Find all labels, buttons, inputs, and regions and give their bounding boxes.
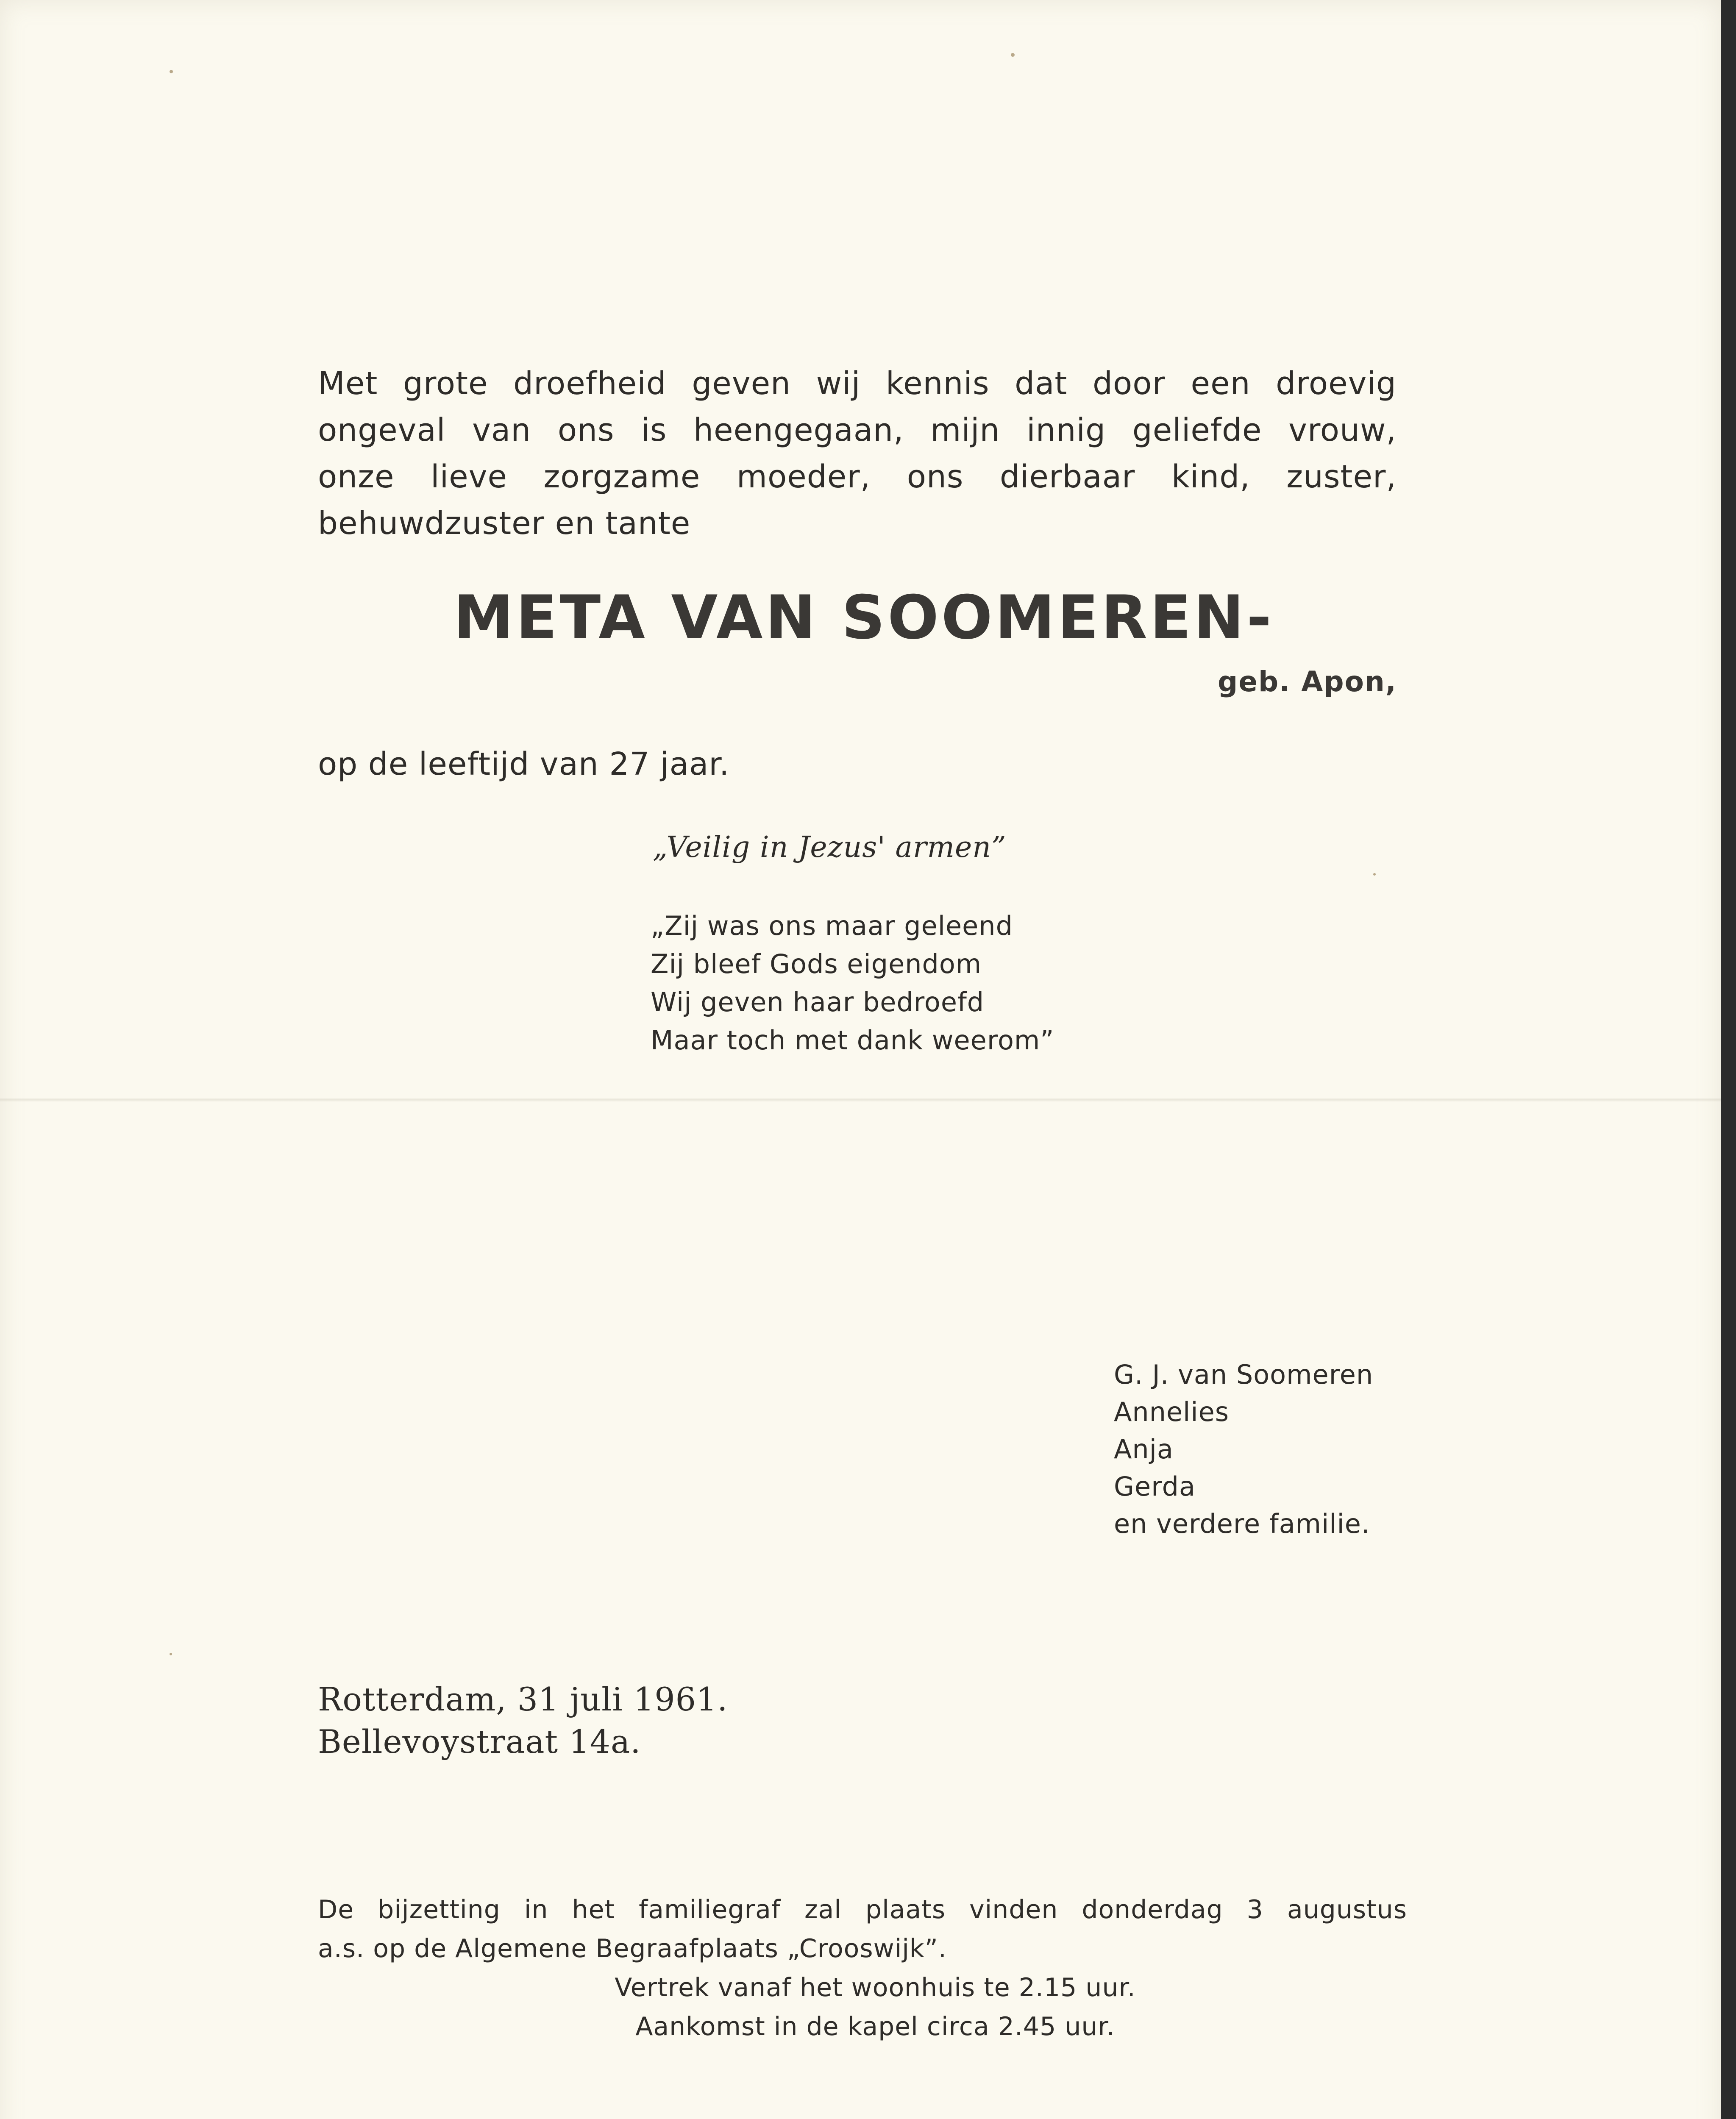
intro-line: ongeval van ons is heengegaan, mijn innig geliefde vrouw, <box>318 412 1397 448</box>
paper-speck <box>1373 873 1376 876</box>
motto: „Veilig in Jezus' armen” <box>653 831 1007 864</box>
family-member: en verdere familie. <box>1114 1508 1370 1539</box>
deceased-name: META VAN SOOMEREN- <box>453 583 1274 653</box>
intro-line: Met grote droefheid geven wij kennis dat door een droevig <box>318 365 1397 402</box>
family-member: G. J. van Soomeren <box>1114 1359 1374 1390</box>
paper-speck <box>170 70 173 73</box>
poem-line: Zij bleef Gods eigendom <box>651 948 982 979</box>
burial-details <box>318 1890 1407 2046</box>
burial-line: Vertrek vanaf het woonhuis te 2.15 uur. <box>615 1973 1136 2002</box>
poem-line: „Zij was ons maar geleend <box>651 910 1013 941</box>
paper-speck <box>170 1653 172 1655</box>
paper-fold-line <box>0 1098 1721 1102</box>
poem-line: Wij geven haar bedroefd <box>651 987 985 1018</box>
poem <box>651 907 1054 1060</box>
family-member: Gerda <box>1114 1471 1196 1502</box>
burial-line: De bijzetting in het familiegraf zal plaats vinden donderdag 3 augustus <box>318 1895 1407 1924</box>
family-member: Annelies <box>1114 1396 1230 1427</box>
intro-line: onze lieve zorgzame moeder, ons dierbaar kind, zuster, <box>318 459 1397 495</box>
burial-line: a.s. op de Algemene Begraafplaats „Crooswijk”. <box>318 1934 947 1963</box>
intro-line: behuwdzuster en tante <box>318 505 691 542</box>
family-member: Anja <box>1114 1434 1174 1465</box>
paper-speck <box>1011 53 1015 57</box>
family-signatures <box>1114 1356 1373 1543</box>
place-date-block <box>318 1678 728 1763</box>
city-date: Rotterdam, 31 juli 1961. <box>318 1680 728 1718</box>
address: Bellevoystraat 14a. <box>318 1723 641 1760</box>
age-line: op de leeftijd van 27 jaar. <box>318 746 730 782</box>
poem-line: Maar toch met dank weerom” <box>651 1025 1054 1056</box>
intro-paragraph <box>318 360 1397 547</box>
maiden-name: geb. Apon, <box>1217 665 1397 698</box>
burial-line: Aankomst in de kapel circa 2.45 uur. <box>635 2012 1115 2041</box>
